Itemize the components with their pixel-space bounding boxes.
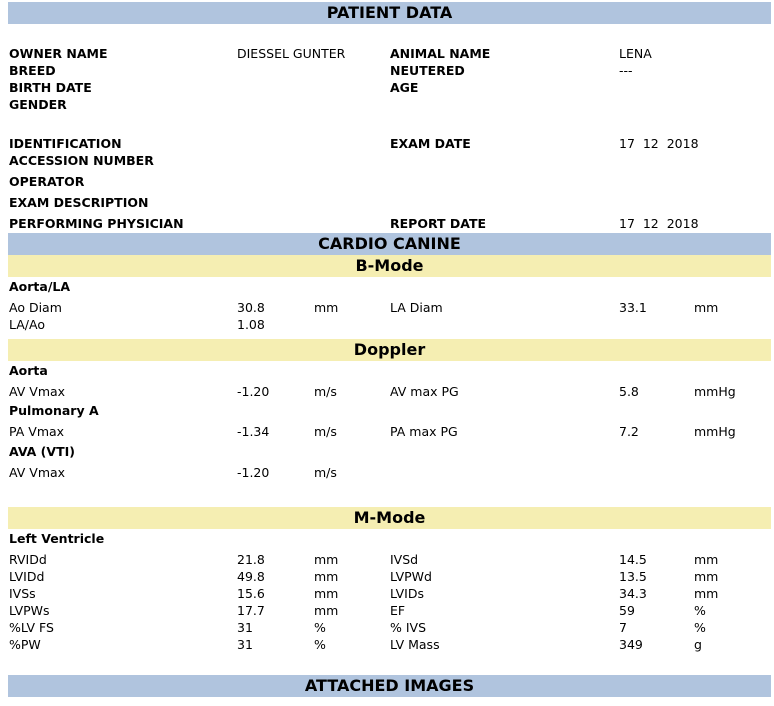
mmode-row: [0, 619, 774, 636]
measurement-unit: %: [694, 603, 706, 618]
measurement-unit: mm: [314, 569, 339, 584]
measurement-label: LA Diam: [390, 300, 443, 315]
measurement-label: %PW: [9, 637, 41, 652]
exam-date-value: 17 12 2018: [619, 136, 699, 151]
animal-name-value: LENA: [619, 46, 652, 61]
bmode-row: [0, 299, 774, 316]
measurement-value: 5.8: [619, 384, 639, 399]
patient-row-owner: [0, 45, 774, 62]
owner-name-value: DIESSEL GUNTER: [237, 46, 346, 61]
patient-row-operator: [0, 173, 774, 190]
patient-row-breed: [0, 62, 774, 79]
measurement-label: RVIDd: [9, 552, 47, 567]
measurement-label: PA Vmax: [9, 424, 65, 439]
measurement-label: LVPWd: [390, 569, 432, 584]
measurement-unit: %: [694, 620, 706, 635]
measurement-value: 7: [619, 620, 627, 635]
measurement-label: LA/Ao: [9, 317, 45, 332]
measurement-label: % IVS: [390, 620, 427, 635]
accession-number-label: ACCESSION NUMBER: [9, 153, 154, 168]
measurement-value: 49.8: [237, 569, 265, 584]
measurement-unit: %: [314, 620, 326, 635]
measurement-label: AV max PG: [390, 384, 459, 399]
doppler-row-pulmonary: [0, 423, 774, 440]
measurement-value: 7.2: [619, 424, 639, 439]
neutered-value: ---: [619, 63, 633, 78]
measurement-label: LV Mass: [390, 637, 440, 652]
measurement-value: -1.20: [237, 465, 270, 480]
measurement-unit: mm: [694, 586, 719, 601]
measurement-value: 17.7: [237, 603, 265, 618]
report-date-label: REPORT DATE: [390, 216, 487, 231]
patient-data-header: PATIENT DATA: [8, 2, 771, 24]
measurement-value: 15.6: [237, 586, 265, 601]
patient-row-gender: [0, 96, 774, 113]
left-ventricle-group-label: Left Ventricle: [9, 531, 105, 546]
mmode-row: [0, 636, 774, 653]
exam-description-label: EXAM DESCRIPTION: [9, 195, 149, 210]
measurement-unit: mm: [694, 552, 719, 567]
measurement-label: PA max PG: [390, 424, 458, 439]
measurement-value: 349: [619, 637, 643, 652]
measurement-label: Ao Diam: [9, 300, 62, 315]
measurement-value: 33.1: [619, 300, 647, 315]
exam-date-label: EXAM DATE: [390, 136, 471, 151]
mmode-row: [0, 585, 774, 602]
measurement-value: -1.34: [237, 424, 270, 439]
measurement-label: LVIDs: [390, 586, 424, 601]
measurement-value: 59: [619, 603, 635, 618]
patient-row-physician: [0, 215, 774, 232]
animal-name-label: ANIMAL NAME: [390, 46, 491, 61]
measurement-label: %LV FS: [9, 620, 54, 635]
measurement-value: 21.8: [237, 552, 265, 567]
doppler-row-ava: [0, 464, 774, 481]
measurement-value: 30.8: [237, 300, 265, 315]
measurement-unit: m/s: [314, 424, 337, 439]
breed-label: BREED: [9, 63, 56, 78]
doppler-header: Doppler: [8, 339, 771, 361]
measurement-label: IVSs: [9, 586, 36, 601]
operator-label: OPERATOR: [9, 174, 85, 189]
patient-row-exam-description: [0, 194, 774, 211]
measurement-unit: mm: [314, 552, 339, 567]
measurement-value: 31: [237, 637, 253, 652]
measurement-label: IVSd: [390, 552, 419, 567]
measurement-unit: mm: [694, 569, 719, 584]
bmode-header: B-Mode: [8, 255, 771, 277]
age-label: AGE: [390, 80, 419, 95]
gender-label: GENDER: [9, 97, 67, 112]
pulmonary-a-group-label: Pulmonary A: [9, 403, 99, 418]
patient-row-identification: [0, 135, 774, 152]
measurement-value: 31: [237, 620, 253, 635]
bmode-row: [0, 316, 774, 333]
measurement-label: LVIDd: [9, 569, 45, 584]
measurement-label: AV Vmax: [9, 465, 66, 480]
owner-name-label: OWNER NAME: [9, 46, 108, 61]
aorta-la-group-label: Aorta/LA: [9, 279, 71, 294]
mmode-row: [0, 551, 774, 568]
cardio-canine-header: CARDIO CANINE: [8, 233, 771, 255]
measurement-value: 13.5: [619, 569, 647, 584]
report-date-value: 17 12 2018: [619, 216, 699, 231]
measurement-label: LVPWs: [9, 603, 50, 618]
patient-row-birth: [0, 79, 774, 96]
neutered-label: NEUTERED: [390, 63, 465, 78]
mmode-header: M-Mode: [8, 507, 771, 529]
measurement-label: AV Vmax: [9, 384, 66, 399]
mmode-row: [0, 602, 774, 619]
birth-date-label: BIRTH DATE: [9, 80, 92, 95]
measurement-unit: mm: [314, 300, 339, 315]
measurement-unit: m/s: [314, 384, 337, 399]
attached-images-header: ATTACHED IMAGES: [8, 675, 771, 697]
measurement-unit: mm: [314, 586, 339, 601]
identification-label: IDENTIFICATION: [9, 136, 122, 151]
measurement-unit: m/s: [314, 465, 337, 480]
measurement-value: 14.5: [619, 552, 647, 567]
performing-physician-label: PERFORMING PHYSICIAN: [9, 216, 184, 231]
measurement-value: 34.3: [619, 586, 647, 601]
measurement-unit: mmHg: [694, 384, 736, 399]
measurement-value: 1.08: [237, 317, 265, 332]
aorta-group-label: Aorta: [9, 363, 48, 378]
measurement-value: -1.20: [237, 384, 270, 399]
measurement-unit: mmHg: [694, 424, 736, 439]
measurement-unit: mm: [314, 603, 339, 618]
ava-vti-group-label: AVA (VTI): [9, 444, 75, 459]
patient-row-accession: [0, 152, 774, 169]
measurement-unit: g: [694, 637, 702, 652]
measurement-unit: %: [314, 637, 326, 652]
measurement-label: EF: [390, 603, 406, 618]
measurement-unit: mm: [694, 300, 719, 315]
mmode-row: [0, 568, 774, 585]
doppler-row-aorta: [0, 383, 774, 400]
